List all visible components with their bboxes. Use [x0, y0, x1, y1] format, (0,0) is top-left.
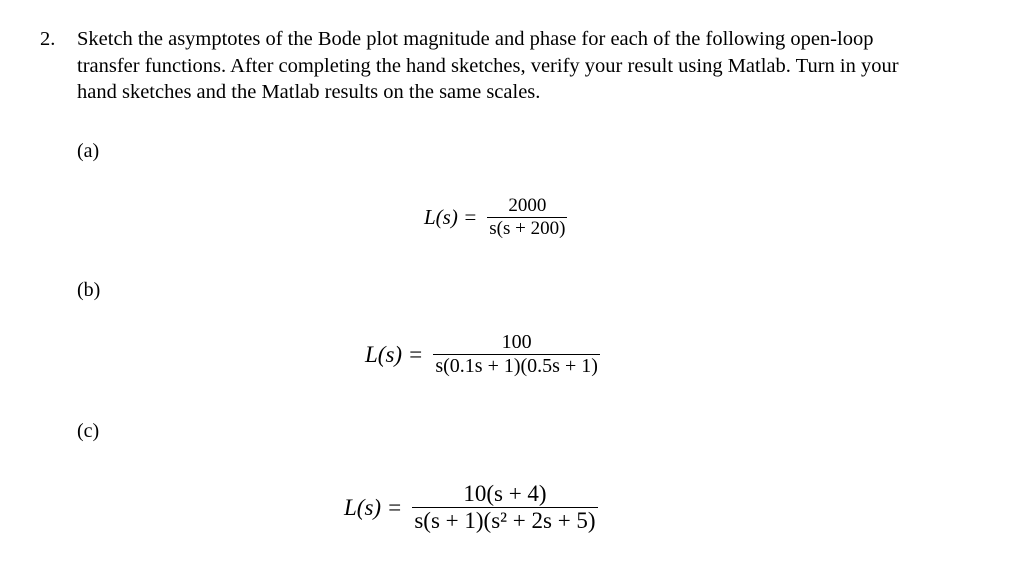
part-label-b: (b) [77, 279, 101, 301]
problem-number: 2. [40, 28, 56, 50]
denominator: s(0.1s + 1)(0.5s + 1) [435, 355, 598, 377]
numerator: 100 [501, 331, 532, 353]
fraction [433, 331, 600, 378]
part-label-a: (a) [77, 140, 100, 162]
problem-text: Sketch the asymptotes of the Bode plot magnitude and phase for each of the following open-loop transfer functions. After completing the hand sketches, verify your result using Matlab. Turn in your hand sketches and the Matlab results on the same scales. [77, 28, 899, 103]
equation-lhs: L(s) = [424, 205, 478, 229]
part-label-c: (c) [77, 420, 100, 442]
equation-lhs: L(s) = [344, 494, 403, 520]
equation-c [344, 481, 598, 534]
equation-b [365, 331, 600, 378]
equation-lhs: L(s) = [365, 341, 424, 367]
numerator: 10(s + 4) [463, 481, 547, 506]
numerator: 2000 [508, 195, 547, 216]
fraction [487, 195, 567, 240]
denominator: s(s + 200) [489, 218, 566, 239]
equation-a [424, 195, 567, 240]
denominator: s(s + 1)(s² + 2s + 5) [414, 508, 596, 533]
fraction [412, 481, 597, 534]
